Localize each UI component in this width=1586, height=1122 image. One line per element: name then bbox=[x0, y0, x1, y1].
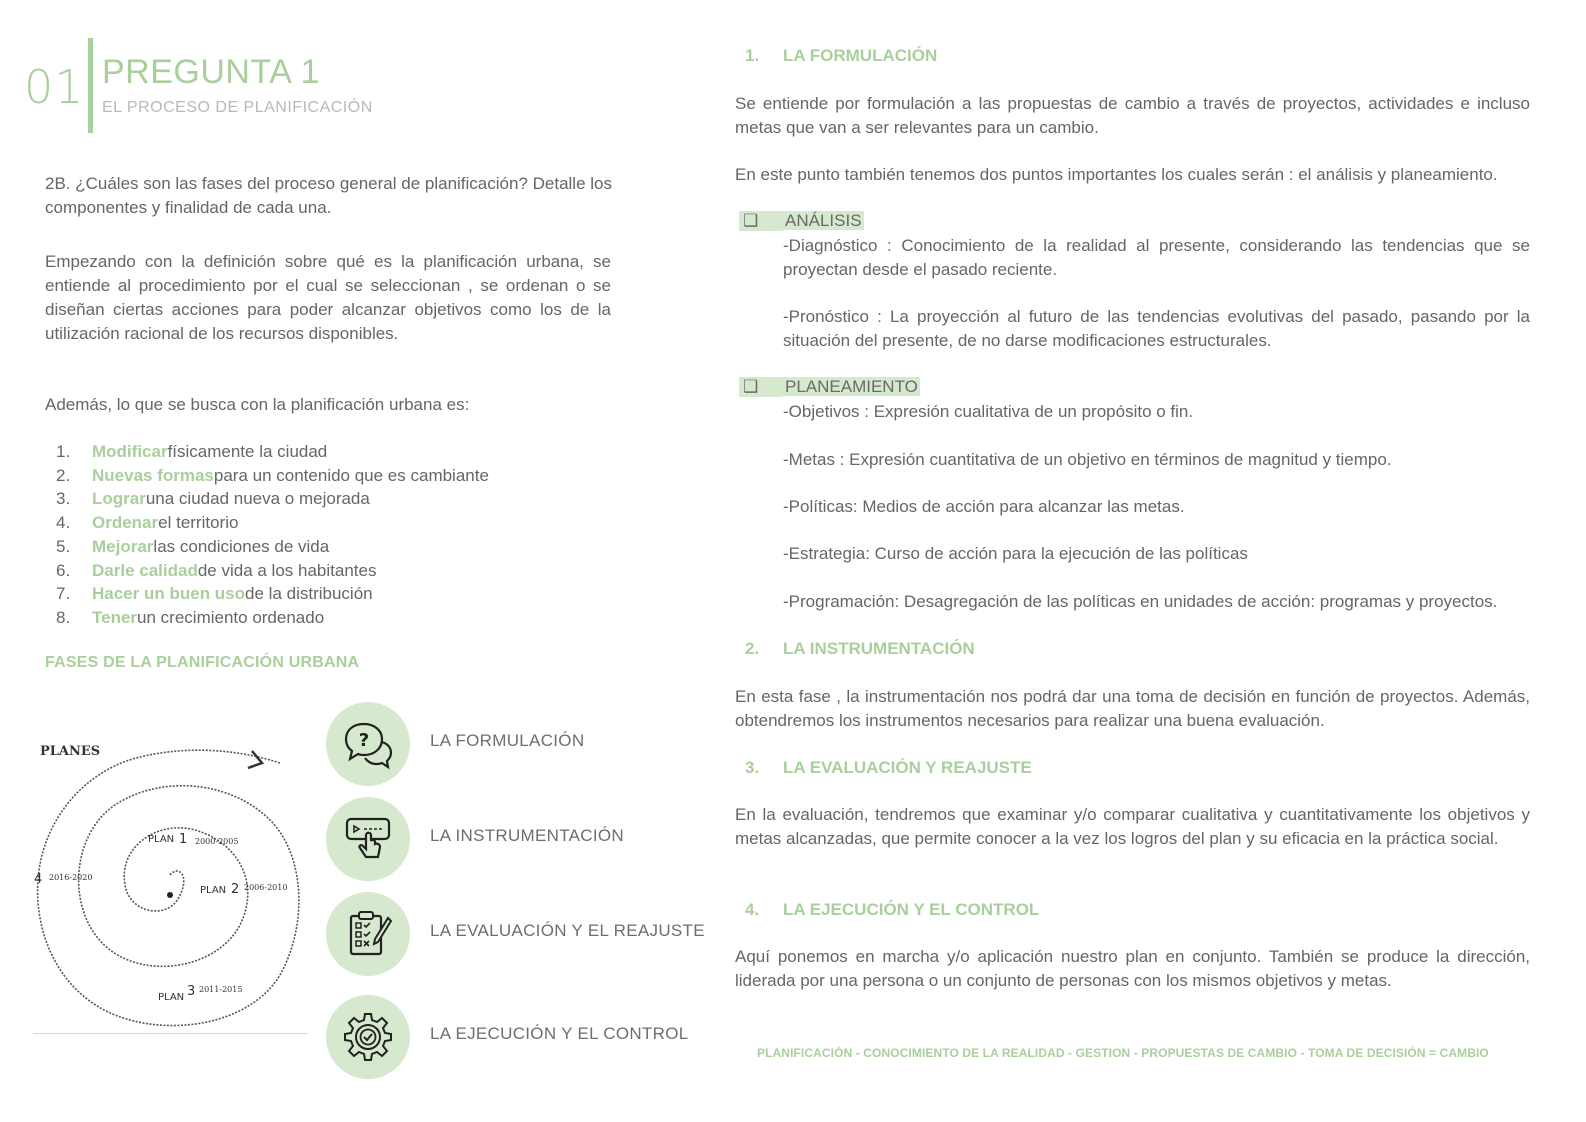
list-item: 4. Ordenar el territorio bbox=[56, 513, 239, 533]
clipboard-checklist-icon bbox=[342, 908, 394, 960]
list-item: 3. Lograr una ciudad nueva o mejorada bbox=[56, 489, 370, 509]
section-3-heading: 3. LA EVALUACIÓN Y REAJUSTE bbox=[745, 758, 1032, 777]
gear-check-icon bbox=[342, 1011, 394, 1063]
phase-instrumentacion-circle bbox=[326, 797, 410, 881]
plan1-num: 1 bbox=[179, 832, 188, 847]
checkbox-bullet-icon: ❑ bbox=[739, 211, 783, 231]
question-chat-icon bbox=[342, 718, 394, 770]
question-text: 2B. ¿Cuáles son las fases del proceso general de planificación? Detalle los componentes y finalidad de cada una. bbox=[45, 174, 612, 217]
instrumentacion-paragraph: En esta fase , la instrumentación nos podrá dar una toma de decisión en función de proyectos. Además, obtendremos los instrumentos necesarios para realizar una buena evaluación. bbox=[735, 687, 1530, 730]
plan3-label: PLAN bbox=[158, 992, 185, 1003]
politicas-text: -Políticas: Medios de acción para alcanzar las metas. bbox=[783, 497, 1185, 516]
list-item: 8. Tener un crecimiento ordenado bbox=[56, 607, 325, 627]
evaluacion-paragraph: En la evaluación, tendremos que examinar y/o comparar cualitativa y cuantitativamente los objetivos y metas alcanzadas, que permite conocer a la vez los logros del plan y su eficacia en la práctica social. bbox=[735, 805, 1530, 848]
plan3-num: 3 bbox=[187, 984, 196, 999]
plan4-num: 4 bbox=[34, 872, 43, 887]
svg-text:?: ? bbox=[358, 730, 370, 751]
footer-keywords: PLANIFICACIÓN - CONOCIMIENTO DE LA REALIDAD - GESTION - PROPUESTAS DE CAMBIO - TOMA DE DECISIÓN = CAMBIO bbox=[757, 1046, 1489, 1060]
plan3-years: 2011-2015 bbox=[199, 985, 243, 994]
list-item: 7. Hacer un buen uso de la distribución bbox=[56, 584, 373, 604]
intro-paragraph: Empezando con la definición sobre qué es la planificación urbana, se entiende al procedimiento por el cual se seleccionan , se ordenan o se diseñan ciertas acciones para poder alcanzar objetivos como los de la utilización racional de los recursos disponibles. bbox=[45, 252, 611, 343]
phase-evaluacion-circle bbox=[326, 892, 410, 976]
list-item: 1. Modificar físicamente la ciudad bbox=[56, 442, 328, 461]
metas-text: -Metas : Expresión cuantitativa de un objetivo en términos de magnitud y tiempo. bbox=[783, 450, 1392, 469]
page-title: PREGUNTA 1 bbox=[102, 53, 320, 91]
analisis-heading: ❑ ANÁLISIS bbox=[739, 211, 864, 231]
plan2-num: 2 bbox=[231, 882, 240, 897]
list-lead: Además, lo que se busca con la planificación urbana es: bbox=[45, 395, 470, 414]
objectives-list bbox=[56, 440, 489, 630]
plan2-label: PLAN bbox=[200, 885, 227, 896]
spiral-center-dot bbox=[167, 892, 173, 898]
pronostico-text: -Pronóstico : La proyección al futuro de las tendencias evolutivas del pasado, pasando por la situación del presente, de no darse modificaciones estructurales. bbox=[783, 307, 1530, 350]
diagram-underline bbox=[33, 1033, 308, 1034]
formulacion-paragraph-1: Se entiende por formulación a las propuestas de cambio a través de proyectos, actividades e incluso metas que van a ser relevantes para un cambio. bbox=[735, 94, 1530, 137]
page-subtitle: EL PROCESO DE PLANIFICACIÓN bbox=[102, 99, 373, 116]
phase-formulacion-circle bbox=[326, 702, 410, 786]
section-2-heading: 2. LA INSTRUMENTACIÓN bbox=[745, 639, 975, 658]
phase-ejecucion-circle bbox=[326, 995, 410, 1079]
plan2-years: 2006-2010 bbox=[244, 883, 288, 892]
phase-label-ejecucion: LA EJECUCIÓN Y EL CONTROL bbox=[430, 1024, 689, 1043]
touch-screen-icon bbox=[342, 813, 394, 865]
fases-heading: FASES DE LA PLANIFICACIÓN URBANA bbox=[45, 654, 360, 671]
section-number: 01 bbox=[24, 60, 85, 114]
formulacion-paragraph-2: En este punto también tenemos dos puntos importantes los cuales serán : el análisis y planeamiento. bbox=[735, 165, 1498, 184]
list-item: 5. Mejorar las condiciones de vida bbox=[56, 536, 330, 556]
planeamiento-heading: ❑ PLANEAMIENTO bbox=[739, 377, 920, 397]
objetivos-text: -Objetivos : Expresión cualitativa de un propósito o fin. bbox=[783, 402, 1194, 421]
section-1-heading: 1. LA FORMULACIÓN bbox=[745, 46, 938, 65]
ejecucion-paragraph: Aquí ponemos en marcha y/o aplicación nuestro plan en conjunto. También se produce la dirección, liderada por una persona o un conjunto de personas con los mismos objetivos y metas. bbox=[735, 947, 1530, 990]
plan4-years: 2016-2020 bbox=[49, 873, 93, 882]
section-4-heading: 4. LA EJECUCIÓN Y EL CONTROL bbox=[745, 900, 1040, 919]
spiral-arrow bbox=[248, 751, 262, 768]
estrategia-text: -Estrategia: Curso de acción para la ejecución de las políticas bbox=[783, 544, 1248, 563]
diagnostico-text: -Diagnóstico : Conocimiento de la realidad al presente, considerando las tendencias que se proyectan desde el pasado reciente. bbox=[783, 236, 1530, 279]
planes-spiral-diagram bbox=[30, 735, 310, 1035]
header-divider bbox=[88, 38, 93, 133]
list-item: 6. Darle calidad de vida a los habitantes bbox=[56, 560, 377, 580]
phase-label-formulacion: LA FORMULACIÓN bbox=[430, 731, 585, 750]
phase-label-instrumentacion: LA INSTRUMENTACIÓN bbox=[430, 826, 624, 845]
spiral-title: PLANES bbox=[40, 744, 101, 759]
phase-label-evaluacion: LA EVALUACIÓN Y EL REAJUSTE bbox=[430, 921, 705, 940]
programacion-text: -Programación: Desagregación de las políticas en unidades de acción: programas y proyectos. bbox=[783, 592, 1498, 611]
plan1-label: PLAN bbox=[148, 834, 175, 845]
list-item: 2. Nuevas formas para un contenido que es cambiante bbox=[56, 465, 489, 485]
checkbox-bullet-icon: ❑ bbox=[739, 377, 783, 397]
plan1-years: 2000-2005 bbox=[195, 837, 239, 846]
